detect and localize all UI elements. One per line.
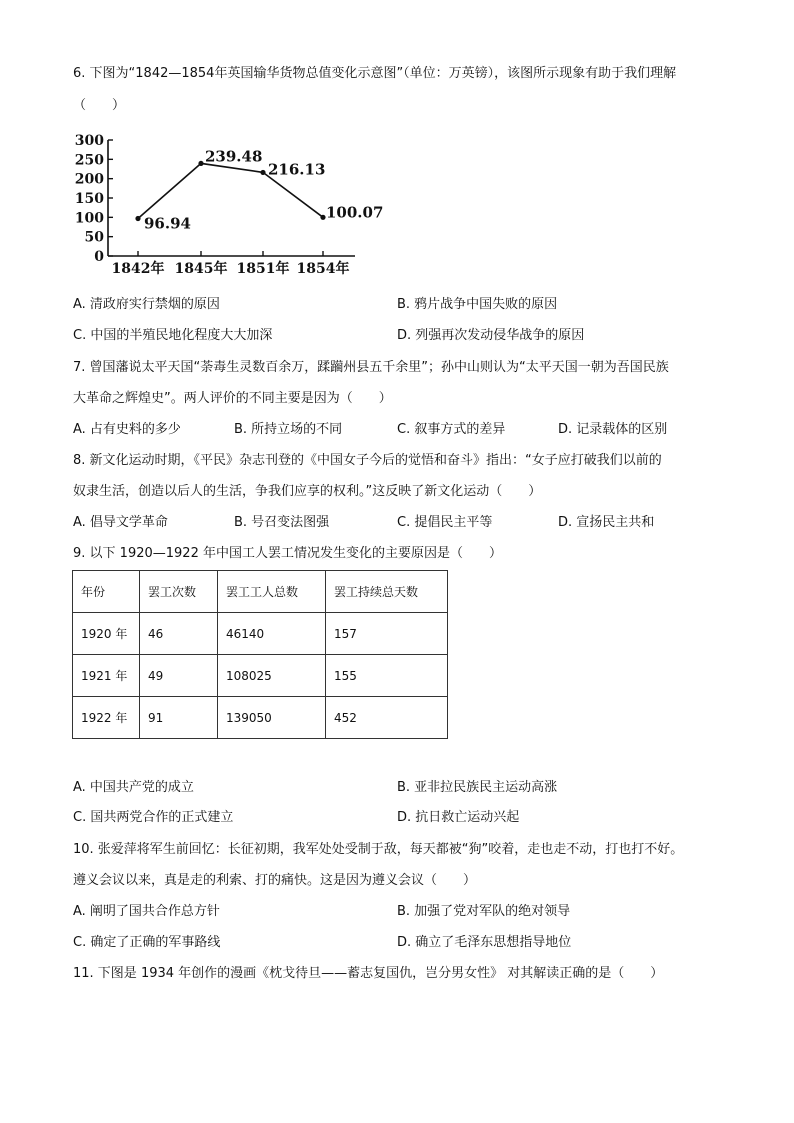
q8-option-c[interactable]: C. 提倡民主平等 [397, 515, 493, 530]
cell-strike-count: 91 [140, 697, 218, 739]
q10-option-c[interactable]: C. 确定了正确的军事路线 [73, 935, 221, 950]
cell-duration-days: 452 [326, 697, 448, 739]
cell-worker-total: 139050 [218, 697, 326, 739]
x-tick-label: 1851年 [236, 261, 290, 277]
q9-option-c[interactable]: C. 国共两党合作的正式建立 [73, 810, 234, 825]
q9-option-b[interactable]: B. 亚非拉民族民主运动高涨 [397, 780, 558, 795]
q10-option-a[interactable]: A. 阐明了国共合作总方针 [73, 904, 220, 919]
data-label: 96.94 [144, 214, 191, 233]
data-point [198, 161, 203, 166]
q7-option-d[interactable]: D. 记录载体的区别 [558, 422, 668, 437]
q8-stem-line1: 8. 新文化运动时期，《平民》杂志刊登的《中国女子今后的觉悟和奋斗》指出：“女子应打破我们以前的 [73, 453, 662, 468]
header-year: 年份 [73, 571, 140, 613]
data-point [320, 215, 325, 220]
cell-worker-total: 108025 [218, 655, 326, 697]
data-points [135, 147, 383, 232]
q8-stem-line2: 奴隶生活，创造以后人的生活，争我们应享的权利。”这反映了新文化运动（ ） [73, 484, 542, 499]
cell-duration-days: 157 [326, 613, 448, 655]
data-point [260, 170, 265, 175]
cell-year: 1921 年 [73, 655, 140, 697]
q8-option-d[interactable]: D. 宣扬民主共和 [558, 515, 655, 530]
strike-data-table [72, 570, 448, 739]
y-tick-label: 250 [74, 152, 104, 169]
x-axis-ticks [112, 251, 350, 277]
y-tick-label: 100 [74, 210, 104, 227]
y-tick-label: 300 [74, 133, 104, 149]
cell-strike-count: 49 [140, 655, 218, 697]
q9-option-d[interactable]: D. 抗日救亡运动兴起 [397, 810, 520, 825]
q6-option-a[interactable]: A. 清政府实行禁烟的原因 [73, 297, 220, 312]
header-strike-count: 罢工次数 [140, 571, 218, 613]
q9-stem: 9. 以下 1920—1922 年中国工人罢工情况发生变化的主要原因是（ ） [73, 546, 502, 561]
export-value-line-chart [70, 128, 384, 278]
y-tick-label: 0 [94, 249, 104, 265]
table-header-row [73, 571, 448, 613]
cell-worker-total: 46140 [218, 613, 326, 655]
header-worker-total: 罢工工人总数 [218, 571, 326, 613]
data-label: 239.48 [205, 147, 263, 166]
q6-option-b[interactable]: B. 鸦片战争中国失败的原因 [397, 297, 558, 312]
q6-paren: （ ） [73, 98, 126, 113]
y-tick-label: 150 [74, 191, 104, 207]
cell-year: 1920 年 [73, 613, 140, 655]
table-row [73, 697, 448, 739]
q10-option-b[interactable]: B. 加强了党对军队的绝对领导 [397, 904, 571, 919]
q7-stem-line1: 7. 曾国藩说太平天国“荼毒生灵数百余万，蹂躏州县五千余里”；孙中山则认为“太平天国一朝为吾国民族 [73, 360, 669, 375]
q6-option-c[interactable]: C. 中国的半殖民地化程度大大加深 [73, 328, 273, 343]
table-row [73, 613, 448, 655]
cell-strike-count: 46 [140, 613, 218, 655]
q7-option-a[interactable]: A. 占有史料的多少 [73, 422, 181, 437]
x-tick-label: 1854年 [296, 261, 350, 277]
q11-stem: 11. 下图是 1934 年创作的漫画《枕戈待旦——蓄志复国仇，岂分男女性》 对其解读正确的是（ ） [73, 966, 664, 981]
cell-year: 1922 年 [73, 697, 140, 739]
y-tick-label: 200 [74, 171, 104, 188]
q9-option-a[interactable]: A. 中国共产党的成立 [73, 780, 194, 795]
table-row [73, 655, 448, 697]
x-tick-label: 1842年 [111, 261, 165, 277]
q6-stem: 6. 下图为“1842—1854年英国输华货物总值变化示意图”（单位：万英镑），该图所示现象有助于我们理解 [73, 66, 677, 81]
q8-option-a[interactable]: A. 倡导文学革命 [73, 515, 168, 530]
x-tick-label: 1845年 [174, 261, 228, 277]
data-label: 100.07 [326, 203, 384, 222]
q10-option-d[interactable]: D. 确立了毛泽东思想指导地位 [397, 935, 572, 950]
cell-duration-days: 155 [326, 655, 448, 697]
q7-option-b[interactable]: B. 所持立场的不同 [234, 422, 343, 437]
header-duration-days: 罢工持续总天数 [326, 571, 448, 613]
q7-option-c[interactable]: C. 叙事方式的差异 [397, 422, 506, 437]
data-label: 216.13 [268, 160, 326, 179]
q6-option-d[interactable]: D. 列强再次发动侵华战争的原因 [397, 328, 585, 343]
data-point [135, 216, 140, 221]
y-tick-label: 50 [84, 229, 104, 246]
q8-option-b[interactable]: B. 号召变法图强 [234, 515, 330, 530]
q10-stem-line1: 10. 张爱萍将军生前回忆：长征初期，我军处处受制于敌，每天都被“狗”咬着，走也走不动，打也打不好。 [73, 842, 684, 857]
q7-stem-line2: 大革命之辉煌史”。两人评价的不同主要是因为（ ） [73, 391, 392, 406]
q10-stem-line2: 遵义会议以来，真是走的利索、打的痛快。这是因为遵义会议（ ） [73, 873, 477, 888]
